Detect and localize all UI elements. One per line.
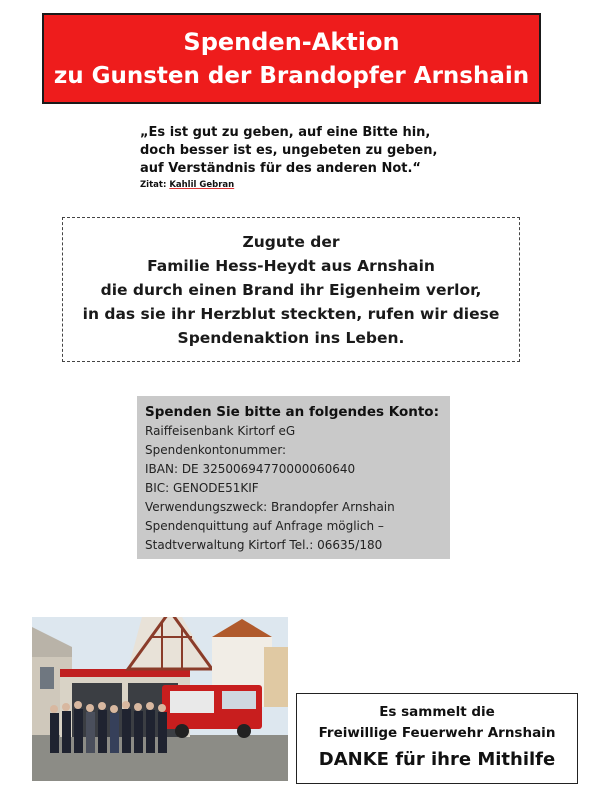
account-line: Raiffeisenbank Kirtorf eG [145,424,296,438]
account-heading: Spenden Sie bitte an folgendes Konto: [145,404,439,420]
cause-line: die durch einen Brand ihr Eigenheim verlor, [100,280,482,299]
fire-brigade-photo [32,617,288,781]
account-line: Spendenquittung auf Anfrage möglich – [145,519,384,533]
citation-author: Kahlil Gebran [169,180,235,190]
banner-title: Spenden-Aktion [183,27,400,56]
fire-brigade-group-photo-icon [32,617,288,781]
quote-citation [140,179,470,191]
account-line: Stadtverwaltung Kirtorf Tel.: 06635/180 [145,538,383,552]
banner-subtitle: zu Gunsten der Brandopfer Arnshain [53,62,530,89]
thanks-message: DANKE für ihre Mithilfe [318,749,556,770]
cause-line: Zugute der [242,232,340,251]
quote-line: „Es ist gut zu geben, auf eine Bitte hin, [140,125,431,140]
quote-line: auf Verständnis für des anderen Not.“ [140,161,421,176]
account-iban: IBAN: DE 32500694770000060640 [145,462,356,476]
quote-block [140,124,470,191]
thanks-box [296,693,578,784]
account-box [137,396,450,559]
cause-line: in das sie ihr Herzblut steckten, rufen wir diese [82,304,500,323]
cause-line: Spendenaktion ins Leben. [177,328,405,347]
citation-prefix: Zitat: [140,180,170,190]
collector-name: Freiwillige Feuerwehr Arnshain [318,725,556,741]
account-line: Verwendungszweck: Brandopfer Arnshain [145,500,395,514]
collector-intro: Es sammelt die [379,704,495,720]
quote-line: doch besser ist es, ungebeten zu geben, [140,143,438,158]
account-bic: BIC: GENODE51KIF [145,481,259,495]
account-line: Spendenkontonummer: [145,443,287,457]
title-banner [42,13,541,104]
cause-box [62,217,520,362]
cause-line: Familie Hess-Heydt aus Arnshain [147,256,435,275]
